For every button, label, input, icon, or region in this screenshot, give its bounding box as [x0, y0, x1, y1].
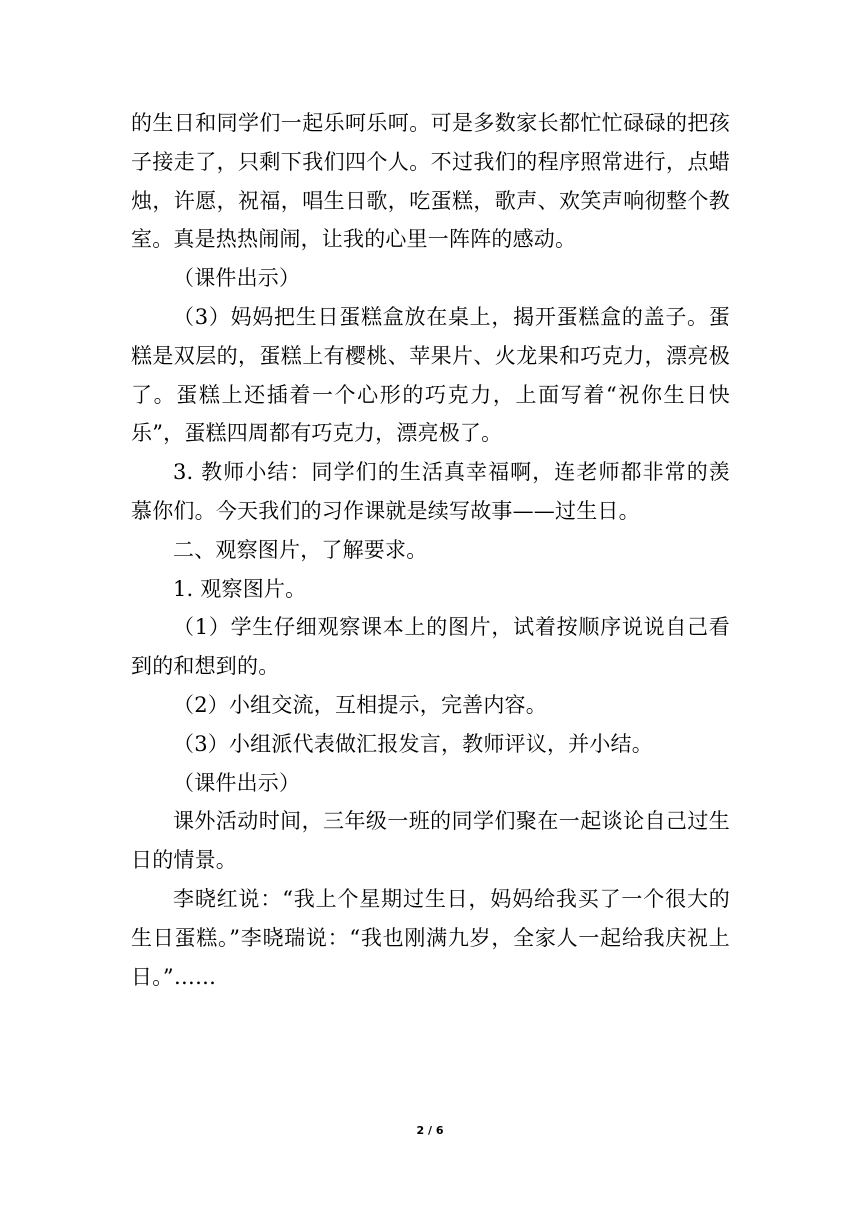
paragraph: 李晓红说：“我上个星期过生日，妈妈给我买了一个很大的生日蛋糕。”李晓瑞说：“我也刚满九岁，全家人一起给我庆祝上日。”…… — [131, 886, 730, 989]
document-body — [131, 104, 730, 996]
subsection-heading: 1. 观察图片。 — [173, 576, 307, 601]
section-heading: 二、观察图片，了解要求。 — [173, 537, 428, 562]
paragraph: （3）小组派代表做汇报发言，教师评议，并小结。 — [173, 731, 653, 756]
paragraph: 的生日和同学们一起乐呵乐呵。可是多数家长都忙忙碌碌的把孩子接走了，只剩下我们四个人。不过我们的程序照常进行，点蜡烛，许愿，祝福，唱生日歌，吃蛋糕，歌声、欢笑声响彻整个教室。真是热热闹闹，让我的心里一阵阵的感动。 — [131, 111, 730, 252]
paragraph: 3. 教师小结：同学们的生活真幸福啊，连老师都非常的羡慕你们。今天我们的习作课就是续写故事——过生日。 — [131, 460, 730, 523]
paragraph: （3）妈妈把生日蛋糕盒放在桌上，揭开蛋糕盒的盖子。蛋糕是双层的，蛋糕上有樱桃、苹果片、火龙果和巧克力，漂亮极了。蛋糕上还插着一个心形的巧克力，上面写着“祝你生日快乐”，蛋糕四周都有巧克力，漂亮极了。 — [131, 304, 730, 446]
paragraph: （课件出示） — [173, 770, 301, 795]
paragraph: （1）学生仔细观察课本上的图片，试着按顺序说说自己看到的和想到的。 — [131, 615, 730, 679]
paragraph: 课外活动时间，三年级一班的同学们聚在一起谈论自己过生日的情景。 — [131, 809, 730, 873]
paragraph: （2）小组交流，互相提示，完善内容。 — [173, 692, 547, 717]
page-number: 2 / 6 — [416, 1124, 444, 1137]
paragraph: （课件出示） — [173, 266, 301, 291]
